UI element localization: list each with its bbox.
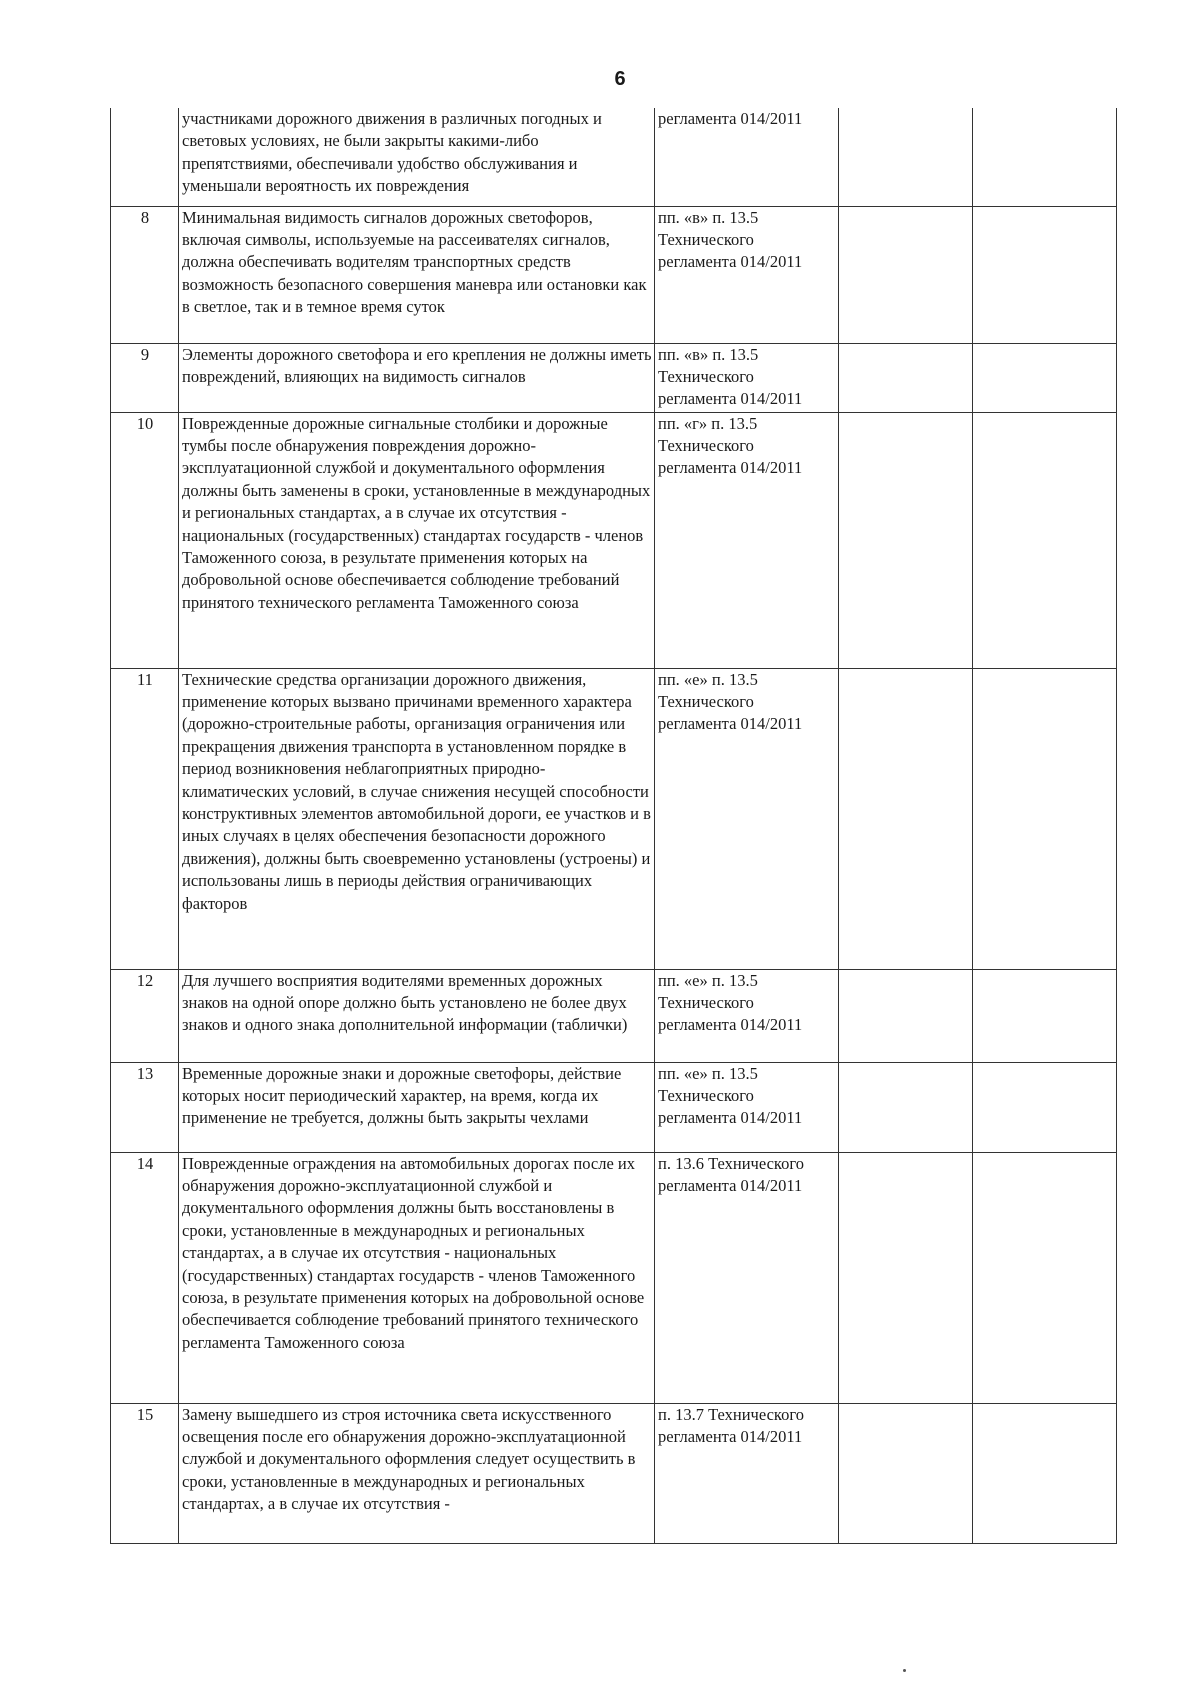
regulation-reference: пп. «в» п. 13.5 Технического регламента 014/2011	[655, 206, 839, 343]
row-number: 13	[111, 1062, 179, 1152]
regulation-reference: пп. «г» п. 13.5 Технического регламента 014/2011	[655, 412, 839, 668]
empty-cell-yes-no	[839, 108, 973, 206]
row-number: 8	[111, 206, 179, 343]
regulation-reference: регламента 014/2011	[655, 108, 839, 206]
table-row	[111, 1403, 1117, 1543]
empty-cell-note	[973, 1403, 1117, 1543]
row-number: 9	[111, 343, 179, 412]
empty-cell-note	[973, 1062, 1117, 1152]
row-number: 15	[111, 1403, 179, 1543]
empty-cell-note	[973, 969, 1117, 1062]
empty-cell-yes-no	[839, 969, 973, 1062]
row-number: 10	[111, 412, 179, 668]
row-number	[111, 108, 179, 206]
table-row	[111, 412, 1117, 668]
requirement-text: участниками дорожного движения в различных погодных и световых условиях, не были закрыты какими-либо препятствиями, обеспечивали удобство обслуживания и уменьшали вероятность их повреждения	[179, 108, 655, 206]
regulation-reference: пп. «е» п. 13.5 Технического регламента 014/2011	[655, 1062, 839, 1152]
empty-cell-yes-no	[839, 668, 973, 969]
requirement-text: Замену вышедшего из строя источника света искусственного освещения после его обнаружения дорожно-эксплуатационной службой и документального оформления следует осуществить в сроки, установленные в международных и региональных стандартах, а в случае их отсутствия -	[179, 1403, 655, 1543]
requirement-text: Поврежденные ограждения на автомобильных дорогах после их обнаружения дорожно-эксплуатационной службой и документального оформления должны быть восстановлены в сроки, установленные в международных и региональных стандартах, а в случае их отсутствия - национальных (государственных) стандартах государств - членов Таможенного союза, в результате применения которых на добровольной основе обеспечивается соблюдение требований принятого технического регламента Таможенного союза	[179, 1152, 655, 1403]
regulation-reference: пп. «в» п. 13.5 Технического регламента 014/2011	[655, 343, 839, 412]
page-number: 6	[614, 68, 626, 90]
regulation-reference: пп. «е» п. 13.5 Технического регламента 014/2011	[655, 668, 839, 969]
row-number: 14	[111, 1152, 179, 1403]
empty-cell-yes-no	[839, 412, 973, 668]
empty-cell-note	[973, 1152, 1117, 1403]
table-row	[111, 206, 1117, 343]
empty-cell-note	[973, 206, 1117, 343]
requirement-text: Временные дорожные знаки и дорожные светофоры, действие которых носит периодический характер, на время, когда их применение не требуется, должны быть закрыты чехлами	[179, 1062, 655, 1152]
requirement-text: Поврежденные дорожные сигнальные столбики и дорожные тумбы после обнаружения повреждения дорожно-эксплуатационной службой и документального оформления должны быть заменены в сроки, установленные в международных и региональных стандартах, а в случае их отсутствия - национальных (государственных) стандартах государств - членов Таможенного союза, в результате применения которых на добровольной основе обеспечивается соблюдение требований принятого технического регламента Таможенного союза	[179, 412, 655, 668]
table-row	[111, 668, 1117, 969]
table-row	[111, 108, 1117, 206]
requirement-text: Для лучшего восприятия водителями временных дорожных знаков на одной опоре должно быть установлено не более двух знаков и одного знака дополнительной информации (таблички)	[179, 969, 655, 1062]
table-row	[111, 343, 1117, 412]
regulation-reference: п. 13.6 Технического регламента 014/2011	[655, 1152, 839, 1403]
empty-cell-note	[973, 668, 1117, 969]
table-row	[111, 969, 1117, 1062]
empty-cell-yes-no	[839, 206, 973, 343]
table-row	[111, 1152, 1117, 1403]
requirement-text: Минимальная видимость сигналов дорожных светофоров, включая символы, используемые на рассеивателях сигналов, должна обеспечивать водителям транспортных средств возможность безопасного совершения маневра или остановки как в светлое, так и в темное время суток	[179, 206, 655, 343]
requirement-text: Элементы дорожного светофора и его крепления не должны иметь повреждений, влияющих на видимость сигналов	[179, 343, 655, 412]
empty-cell-yes-no	[839, 1152, 973, 1403]
requirement-text: Технические средства организации дорожного движения, применение которых вызвано причинами временного характера (дорожно-строительные работы, организация ограничения или прекращения движения транспорта в установленном порядке в период возникновения неблагоприятных природно-климатических условий, в случае снижения несущей способности конструктивных элементов автомобильной дороги, ее участков и в иных случаях в целях обеспечения безопасности дорожного движения), должны быть своевременно установлены (устроены) и использованы лишь в периоды действия ограничивающих факторов	[179, 668, 655, 969]
empty-cell-note	[973, 108, 1117, 206]
row-number: 12	[111, 969, 179, 1062]
row-number: 11	[111, 668, 179, 969]
empty-cell-yes-no	[839, 1062, 973, 1152]
requirements-table	[110, 108, 1117, 1544]
regulation-reference: п. 13.7 Технического регламента 014/2011	[655, 1403, 839, 1543]
empty-cell-yes-no	[839, 343, 973, 412]
empty-cell-note	[973, 412, 1117, 668]
scan-speck	[903, 1669, 906, 1672]
empty-cell-yes-no	[839, 1403, 973, 1543]
empty-cell-note	[973, 343, 1117, 412]
table-row	[111, 1062, 1117, 1152]
regulation-reference: пп. «е» п. 13.5 Технического регламента 014/2011	[655, 969, 839, 1062]
